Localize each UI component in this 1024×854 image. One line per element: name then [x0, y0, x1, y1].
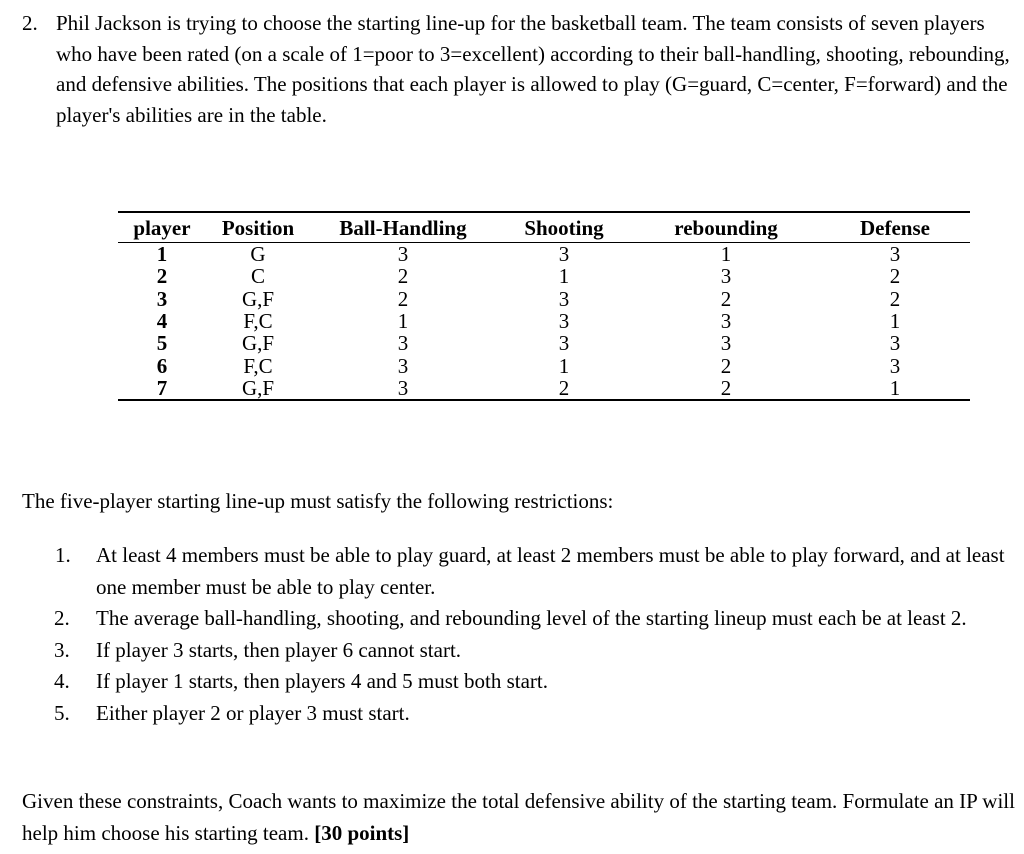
table-row — [118, 377, 970, 400]
cell-defense: 2 — [889, 264, 901, 289]
cell-shooting: 1 — [558, 264, 570, 289]
cell-defense: 1 — [820, 377, 970, 400]
table-row — [118, 243, 970, 266]
header-shooting: Shooting — [496, 212, 632, 243]
cell-ball-handling: 3 — [397, 242, 409, 267]
cell-position: G,F — [241, 286, 275, 311]
cell-rebounding: 2 — [720, 286, 732, 311]
header-ball-handling: Ball-Handling — [310, 212, 496, 243]
cell-defense: 3 — [889, 331, 901, 356]
cell-player: 6 — [156, 353, 168, 378]
cell-defense: 2 — [889, 286, 901, 311]
header-player: player — [118, 212, 206, 243]
question-intro — [22, 8, 1022, 130]
cell-player: 4 — [156, 309, 168, 334]
list-item-text: Either player 2 or player 3 must start. — [96, 700, 410, 725]
cell-shooting: 3 — [558, 331, 570, 356]
cell-shooting: 3 — [558, 242, 570, 267]
cell-position: G,F — [241, 331, 275, 356]
cell-defense: 3 — [889, 242, 901, 267]
cell-shooting: 2 — [496, 377, 632, 400]
closing-paragraph — [22, 786, 1022, 849]
cell-shooting: 3 — [558, 286, 570, 311]
closing-text: Given these constraints, Coach wants to maximize the total defensive ability of the starting team. Formulate an IP will help him choose his starting team. — [22, 789, 1015, 845]
points-label: [30 points] — [314, 820, 410, 845]
cell-shooting: 1 — [558, 353, 570, 378]
cell-player: 1 — [156, 242, 168, 267]
cell-rebounding: 1 — [720, 242, 732, 267]
cell-position: F,C — [243, 353, 273, 378]
list-item-number: 1. — [55, 543, 71, 567]
header-defense: Defense — [820, 212, 970, 243]
cell-rebounding: 3 — [720, 309, 732, 334]
cell-rebounding: 3 — [720, 331, 732, 356]
cell-ball-handling: 2 — [397, 286, 409, 311]
cell-position: F,C — [243, 309, 273, 334]
list-item-number: 4. — [54, 669, 70, 693]
cell-shooting: 3 — [558, 309, 570, 334]
cell-position: G,F — [206, 377, 310, 400]
cell-ball-handling: 1 — [397, 309, 409, 334]
list-item — [22, 666, 1022, 698]
table-row — [118, 265, 970, 287]
cell-ball-handling: 3 — [397, 353, 409, 378]
header-position: Position — [206, 212, 310, 243]
list-item — [22, 540, 1022, 603]
table-row — [118, 288, 970, 310]
list-item — [22, 603, 1022, 635]
restrictions-list — [22, 540, 1022, 729]
cell-player: 2 — [156, 264, 168, 289]
list-item-text: If player 1 starts, then players 4 and 5 must both start. — [96, 669, 548, 693]
cell-ball-handling: 3 — [397, 331, 409, 356]
player-ratings-table-container — [118, 211, 970, 401]
cell-player: 3 — [156, 286, 168, 311]
table-row — [118, 332, 970, 354]
question-number: 2. — [22, 11, 38, 35]
cell-rebounding: 2 — [632, 377, 820, 400]
list-item-number: 2. — [54, 606, 70, 630]
list-item-text: The average ball-handling, shooting, and rebounding level of the starting lineup must each be at least 2. — [96, 606, 967, 630]
header-rebounding: rebounding — [632, 212, 820, 243]
cell-player: 7 — [118, 377, 206, 400]
list-item — [22, 635, 1022, 667]
cell-defense: 3 — [889, 353, 901, 378]
cell-defense: 1 — [889, 309, 901, 334]
cell-rebounding: 2 — [720, 353, 732, 378]
table-header-row — [118, 212, 970, 243]
player-ratings-table — [118, 211, 970, 401]
list-item-text: If player 3 starts, then player 6 cannot start. — [96, 637, 462, 662]
cell-ball-handling: 3 — [310, 377, 496, 400]
cell-position: C — [250, 264, 265, 289]
cell-player: 5 — [156, 331, 168, 356]
cell-position: G — [250, 242, 266, 267]
question-text: Phil Jackson is trying to choose the starting line-up for the basketball team. The team consists of seven players who have been rated (on a scale of 1=poor to 3=excellent) according to their ball-handling, shooting, rebounding, and defensive abilities. The positions that each player is allowed to play (G=guard, C=center, F=forward) and the player's abilities are in the table. — [56, 11, 1010, 127]
table-row — [118, 310, 970, 332]
list-item — [22, 698, 1022, 730]
cell-ball-handling: 2 — [397, 264, 409, 289]
list-item-text: At least 4 members must be able to play guard, at least 2 members must be able to play forward, and at least one member must be able to play center. — [96, 543, 1005, 599]
list-item-number: 3. — [54, 637, 70, 662]
list-item-number: 5. — [54, 700, 70, 725]
cell-rebounding: 3 — [720, 264, 732, 289]
table-row — [118, 354, 970, 376]
restrictions-intro: The five-player starting line-up must satisfy the following restrictions: — [22, 489, 614, 513]
